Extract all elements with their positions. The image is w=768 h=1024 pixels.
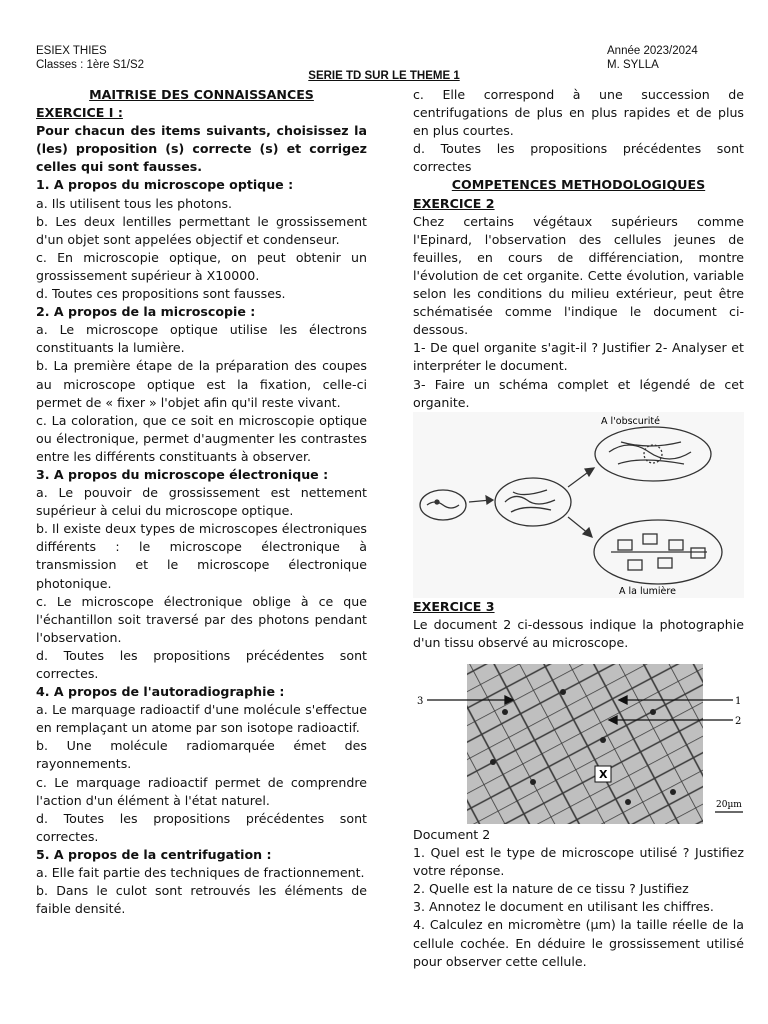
exercise-3-title: EXERCICE 3 [413,598,495,614]
exercise-3-question-4: 4. Calculez en micromètre (µm) la taille réelle de la cellule cochée. En déduire le grossissement utilisé pour observer cette cellule. [413,917,744,969]
question-3-title: 3. A propos du microscope électronique : [36,466,329,482]
label-3: 3 [417,695,424,707]
q1-option-a: a. Ils utilisent tous les photons. [36,195,233,211]
q4-option-b: b. Une molécule radiomarquée émet des rayonnements. [36,738,367,772]
label-x: X [599,767,608,781]
q5-option-d: d. Toutes les propositions précédentes sont correctes [413,141,744,175]
teacher-name: M. SYLLA [607,59,659,71]
question-1-title: 1. A propos du microscope optique : [36,177,294,193]
question-5-title: 5. A propos de la centrifugation : [36,846,272,862]
section-title-knowledge: MAITRISE DES CONNAISSANCES [89,87,314,102]
chloroplast-diagram [413,412,744,598]
label-2: 2 [735,715,742,727]
q4-option-a: a. Le marquage radioactif d'une molécule s'effectue en remplaçant un atome par son isotope radioactif. [36,702,367,736]
section-title-methods: COMPETENCES METHODOLOGIQUES [451,177,706,193]
left-column [36,86,367,918]
q5-option-b: b. Dans le culot sont retrouvés les éléments de faible densité. [36,883,367,917]
school-name: ESIEX THIES [36,45,107,57]
right-column [413,86,744,971]
tissue-micrograph [413,652,744,826]
exercise-1-title: EXERCICE I : [36,105,123,121]
exercise-2-title: EXERCICE 2 [413,195,495,211]
q3-option-a: a. Le pouvoir de grossissement est nettement supérieur à celui du microscope optique. [36,485,367,519]
exercise-2-text: Chez certains végétaux supérieurs comme l'Epinard, l'observation des cellules jeunes de feuilles, en cours de différenciation, montre l'évolution de cet organite. Cette évolution, variable selon les conditions du milieu extérieur, peut être schématisée comme l'indique le document ci-dessous. [413,213,744,338]
q2-option-c: c. La coloration, que ce soit en microscopie optique ou électronique, permet d'augmenter les contrastes entre les différents constituants à observer. [36,412,367,464]
q4-option-c: c. Le marquage radioactif permet de comprendre l'action d'un élément à l'état naturel. [36,774,367,808]
q1-option-b: b. Les deux lentilles permettant le grossissement d'un objet sont appelées objectif et condenseur. [36,213,367,247]
exercise-3-text: Le document 2 ci-dessous indique la photographie d'un tissu observé au microscope. [413,616,744,650]
micrograph-image [467,664,703,824]
label-1: 1 [735,695,742,707]
q3-option-b: b. Il existe deux types de microscopes électroniques différents : le microscope électronique à transmission et le microscope électronique photonique. [36,521,367,591]
exercise-3-question-3: 3. Annotez le document en utilisant les chiffres. [413,899,714,915]
series-title: SERIE TD SUR LE THEME 1 [308,70,460,82]
question-2-title: 2. A propos de la microscopie : [36,304,256,320]
q5-option-c: c. Elle correspond à une succession de centrifugations de plus en plus rapides et de plus en plus courtes. [413,87,744,139]
q4-option-d: d. Toutes les propositions précédentes sont correctes. [36,810,367,844]
school-year: Année 2023/2024 [607,45,698,57]
label-dark: A l'obscurité [601,415,660,427]
scale-label: 20µm [716,799,742,810]
q1-option-d: d. Toutes ces propositions sont fausses. [36,286,286,302]
q3-option-d: d. Toutes les propositions précédentes sont correctes. [36,647,367,681]
exercise-2-question-1: 1- De quel organite s'agit-il ? Justifier 2- Analyser et interpréter le document. [413,340,744,374]
question-4-title: 4. A propos de l'autoradiographie : [36,684,285,700]
label-light: A la lumière [619,585,676,597]
q3-option-c: c. Le microscope électronique oblige à ce que l'échantillon soit traversé par des photons pendant l'observation. [36,593,367,645]
q2-option-a: a. Le microscope optique utilise les électrons constituants la lumière. [36,322,367,356]
q2-option-b: b. La première étape de la préparation des coupes au microscope optique est la fixation, celle-ci permet de « fixer » l'objet afin qu'il reste vivant. [36,358,367,410]
exercise-3-question-2: 2. Quelle est la nature de ce tissu ? Justifiez [413,881,689,897]
classes: Classes : 1ère S1/S2 [36,59,145,71]
exercise-1-instruction: Pour chacun des items suivants, choisissez la (les) proposition (s) correcte (s) et corrigez celles qui sont fausses. [36,123,367,175]
q5-option-a: a. Elle fait partie des techniques de fractionnement. [36,865,365,881]
document-2-caption: Document 2 [413,826,491,842]
q1-option-c: c. En microscopie optique, on peut obtenir un grossissement supérieur à X10000. [36,249,367,283]
exercise-3-question-1: 1. Quel est le type de microscope utilisé ? Justifiez votre réponse. [413,845,744,879]
exercise-2-question-3: 3- Faire un schéma complet et légendé de cet organite. [413,376,744,410]
